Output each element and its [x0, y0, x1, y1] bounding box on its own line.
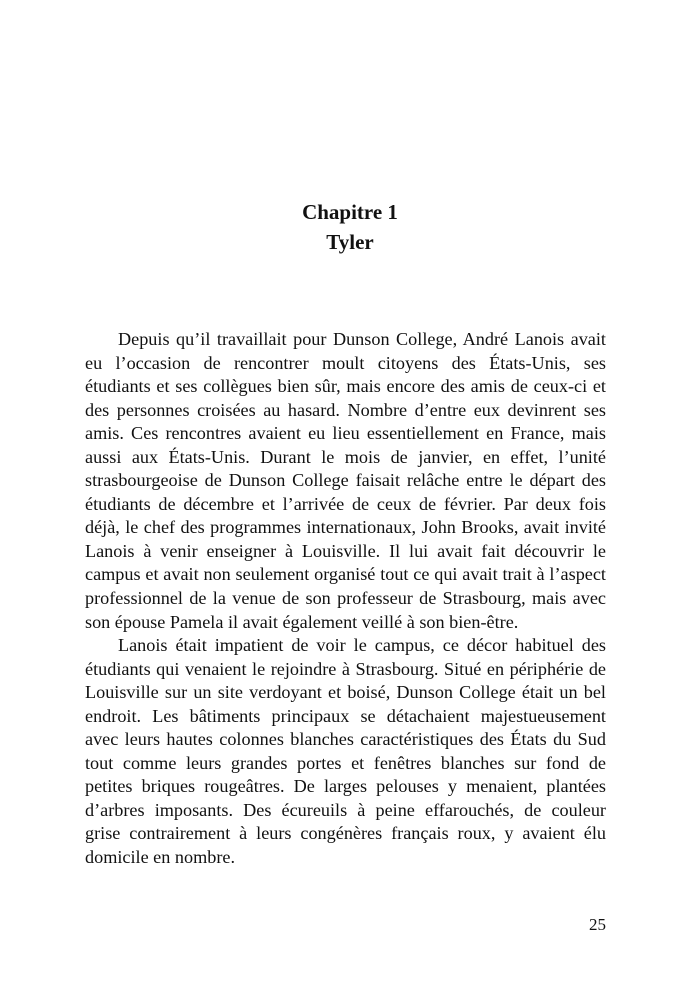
- text-line: amis. Ces rencontres avaient eu lieu essentiellement en France, mais: [85, 423, 606, 444]
- paragraph-1: [85, 328, 606, 634]
- text-line: strasbourgeoise de Dunson College faisait relâche entre le départ des: [85, 470, 606, 491]
- chapter-title: Tyler: [326, 230, 374, 254]
- text-line: grise contrairement à leurs congénères français roux, y avaient élu: [85, 823, 606, 844]
- text-line: étudiants et ses collègues bien sûr, mais encore des amis de ceux-ci et: [85, 376, 606, 397]
- text-line: campus et avait non seulement organisé tout ce qui avait trait à l’aspect: [85, 564, 606, 585]
- text-line: eu l’occasion de rencontrer moult citoyens des États-Unis, ses: [85, 352, 606, 373]
- paragraph-2: [85, 634, 606, 869]
- text-line: Lanois à venir enseigner à Louisville. Il lui avait fait découvrir le: [85, 540, 606, 561]
- chapter-number: Chapitre 1: [302, 200, 398, 224]
- text-line: domicile en nombre.: [85, 847, 236, 868]
- text-line: aussi aux États-Unis. Durant le mois de janvier, en effet, l’unité: [85, 446, 606, 467]
- text-line: endroit. Les bâtiments principaux se détachaient majestueusement: [85, 705, 606, 726]
- text-line: déjà, le chef des programmes internationaux, John Brooks, avait invité: [85, 517, 606, 538]
- page-number: 25: [589, 915, 606, 934]
- text-line: Louisville sur un site verdoyant et boisé, Dunson College était un bel: [85, 682, 606, 703]
- text-line: Depuis qu’il travaillait pour Dunson College, André Lanois avait: [118, 329, 606, 349]
- text-line: des personnes croisées au hasard. Nombre d’entre eux devinrent ses: [85, 399, 606, 420]
- text-line: étudiants de décembre et l’arrivée de ceux de février. Par deux fois: [85, 493, 606, 514]
- text-line: petites briques rougeâtres. De larges pelouses y menaient, plantées: [85, 776, 606, 797]
- text-line: avec leurs hautes colonnes blanches caractéristiques des États du Sud: [85, 729, 606, 750]
- text-line: étudiants qui venaient le rejoindre à Strasbourg. Situé en périphérie de: [85, 658, 606, 679]
- text-line: tout comme leurs grandes portes et fenêtres blanches sur fond de: [85, 752, 606, 773]
- text-line: professionnel de la venue de son professeur de Strasbourg, mais avec: [85, 588, 606, 609]
- text-line: Lanois était impatient de voir le campus, ce décor habituel des: [118, 635, 606, 656]
- body-text: [85, 328, 606, 870]
- text-line: d’arbres imposants. Des écureuils à peine effarouchés, de couleur: [85, 799, 606, 820]
- chapter-heading: [0, 197, 700, 257]
- text-line: son épouse Pamela il avait également veillé à son bien-être.: [85, 611, 519, 632]
